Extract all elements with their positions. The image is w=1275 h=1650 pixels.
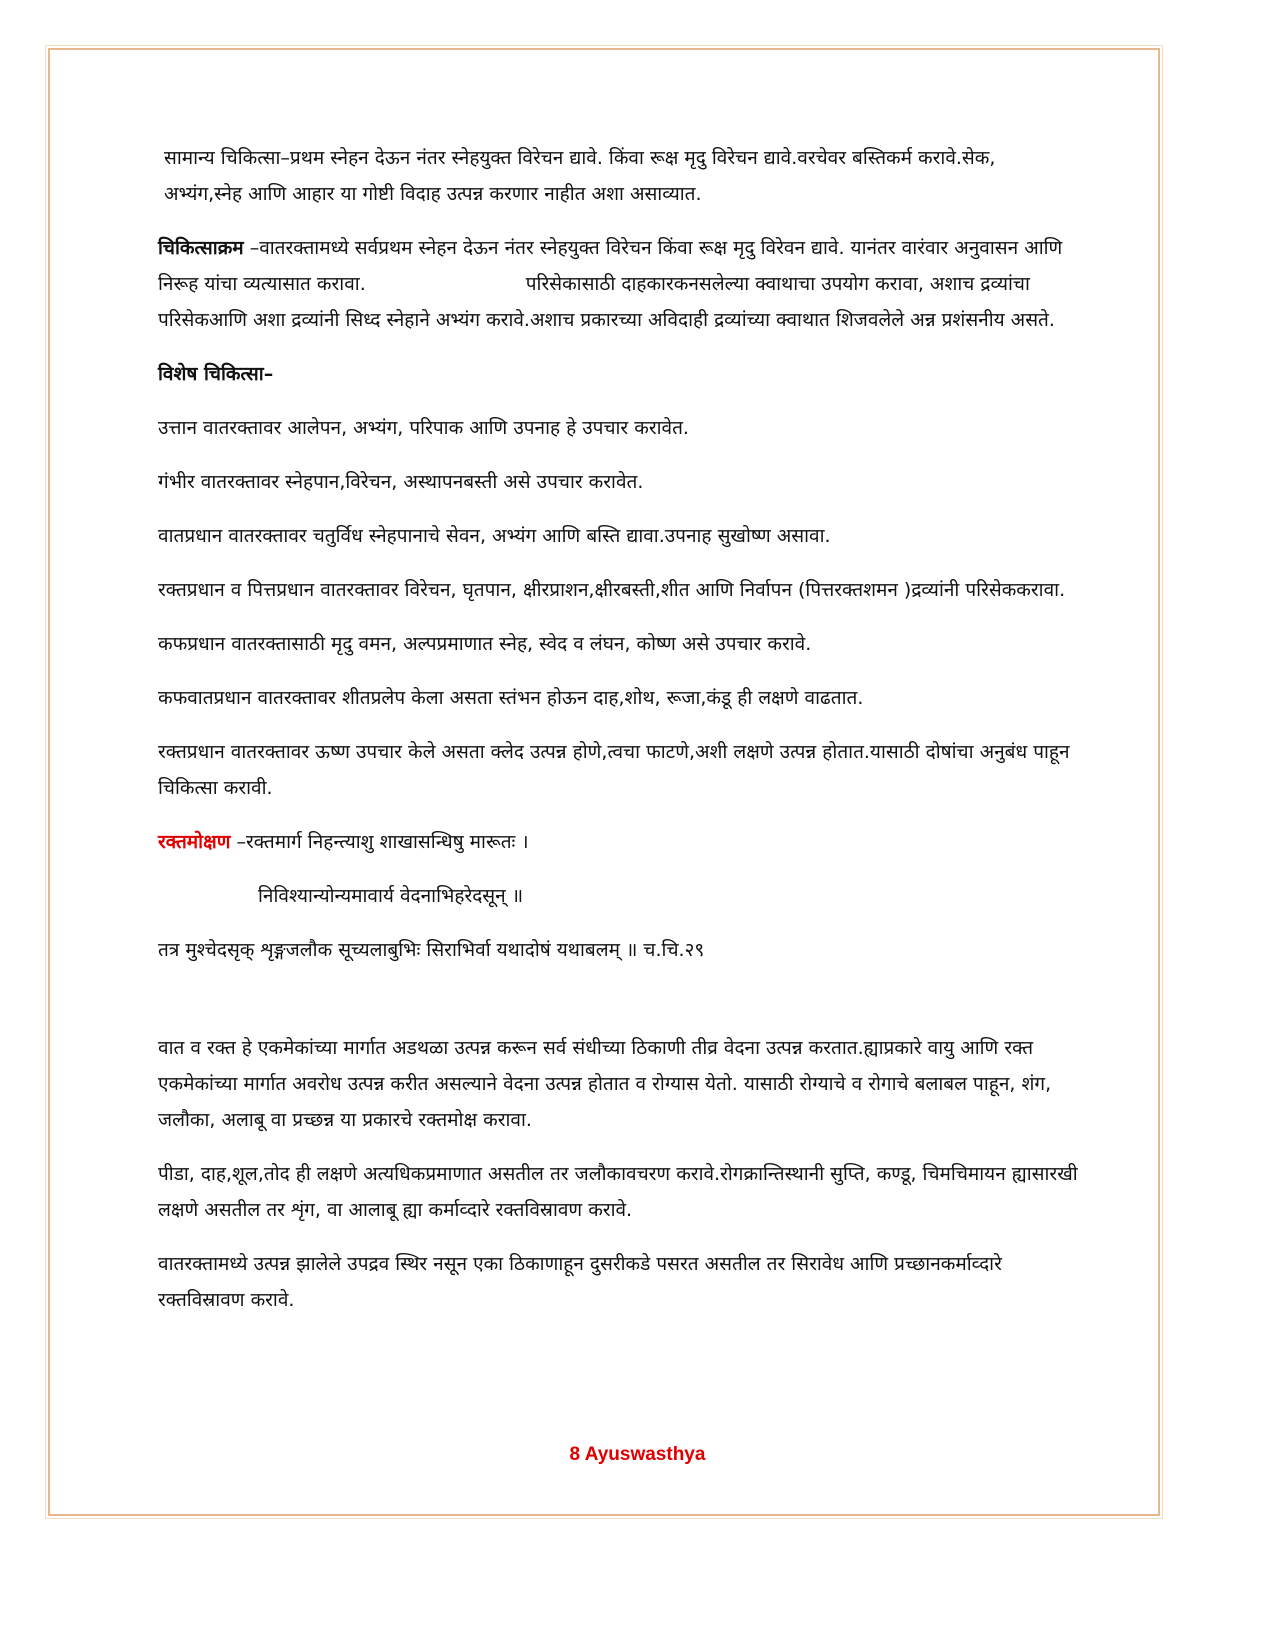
paragraph-general-treatment [158, 140, 1078, 212]
paragraph-deep: गंभीर वातरक्तावर स्नेहपान,विरेचन, अस्थापनबस्ती असे उपचार करावेत. [158, 471, 644, 493]
paragraph-text: सामान्य चिकित्सा–प्रथम स्नेहन देऊन नंतर स्नेहयुक्त विरेचन द्यावे. किंवा रूक्ष मृदु विरेचन द्यावे.वरचेवर बस्तिकर्म करावे.सेक, अभ्यंग,स्नेह आणि आहार या गोष्टी विदाह उत्पन्न करणार नाहीत अशा असाव्यात. [164, 147, 996, 205]
section-heading: विशेष चिकित्सा– [158, 363, 274, 385]
paragraph-text: परिसेकासाठी दाहकारकनसलेल्या क्वाथाचा उपयोग करावा, अशाच द्रव्यांचा परिसेकआणि अशा द्रव्यांनी सिध्द स्नेहाने अभ्यंग करावे.अशाच प्रकारच्या अविदाही द्रव्यांच्या क्वाथात शिजवलेले अन्न प्रशंसनीय असते. [158, 273, 1055, 331]
paragraph-superficial: उत्तान वातरक्तावर आलेपन, अभ्यंग, परिपाक आणि उपनाह हे उपचार करावेत. [158, 417, 689, 439]
publication-name: Ayuswasthya [584, 1444, 706, 1465]
paragraph-kapha-vata-dominant: कफवातप्रधान वातरक्तावर शीतप्रलेप केला असता स्तंभन होऊन दाह,शोथ, रूजा,कंडू ही लक्षणे वाढतात. [158, 687, 864, 709]
paragraph-rakta-dominant: रक्तप्रधान वातरक्तावर ऊष्ण उपचार केले असता क्लेद उत्पन्न होणे,त्वचा फाटणे,अशी लक्षणे उत्पन्न होतात.यासाठी दोषांचा अनुबंध पाहून चिकित्सा करावी. [158, 741, 1070, 799]
paragraph-venesection: वातरक्तामध्ये उत्पन्न झालेले उपद्रव स्थिर नसून एका ठिकाणाहून दुसरीकडे पसरत असतील तर सिरावेध आणि प्रच्छानकर्माव्दारे रक्तविस्रावण करावे. [158, 1253, 1002, 1311]
paragraph-raktamokshan [158, 824, 1078, 860]
paragraph-obstruction: वात व रक्त हे एकमेकांच्या मार्गात अडथळा उत्पन्न करून सर्व संधीच्या ठिकाणी तीव्र वेदना उत्पन्न करतात.ह्याप्रकारे वायु आणि रक्त एकमेकांच्या मार्गात अवरोध उत्पन्न करीत असल्याने वेदना उत्पन्न होतात व रोग्यास येतो. यासाठी रोग्याचे व रोगाचे बलाबल पाहून, शंग, जलौका, अलाबू वा प्रच्छन्न या प्रकारचे रक्तमोक्ष करावा. [158, 1037, 1052, 1131]
page-number: 8 [569, 1444, 581, 1465]
verse-line-indented: निविश्यान्योन्यमावार्य वेदनाभिहरेदसून् ॥ [258, 885, 524, 907]
verse-line-reference: तत्र मुश्चेदसृक् शृङ्गजलौक सूच्यलाबुभिः सिराभिर्वा यथादोषं यथाबलम् ॥ च.चि.२९ [158, 939, 705, 961]
page-footer [0, 1444, 1275, 1466]
paragraph-kapha-dominant: कफप्रधान वातरक्तासाठी मृदु वमन, अल्पप्रमाणात स्नेह, स्वेद व लंघन, कोष्ण असे उपचार करावे. [158, 633, 812, 655]
paragraph-lead-term-red: रक्तमोक्षण [158, 831, 231, 853]
paragraph-text: –वातरक्तामध्ये सर्वप्रथम स्नेहन देऊन नंतर स्नेहयुक्त विरेचन किंवा रूक्ष मृदु विरेवन द्यावे. यानंतर वारंवार अनुवासन आणि निरूह यांचा व्यत्यासात करावा. [158, 237, 1063, 295]
spacer [158, 986, 1078, 1030]
paragraph-lead-term: चिकित्साक्रम [158, 237, 244, 259]
document-body [158, 140, 1078, 1336]
paragraph-leech-therapy: पीडा, दाह,शूल,तोद ही लक्षणे अत्यधिकप्रमाणात असतील तर जलौकावचरण करावे.रोगक्रान्तिस्थानी सुप्ति, कण्डू, चिमचिमायन ह्यासारखी लक्षणे असतील तर शृंग, वा आलाबू ह्या कर्माव्दारे रक्तविस्रावण करावे. [158, 1163, 1078, 1221]
paragraph-vata-dominant: वातप्रधान वातरक्तावर चतुर्विध स्नेहपानाचे सेवन, अभ्यंग आणि बस्ति द्यावा.उपनाह सुखोष्ण असावा. [158, 525, 831, 547]
paragraph-treatment-sequence [158, 230, 1078, 338]
verse-line: –रक्तमार्ग निहन्त्याशु शाखासन्धिषु मारूतः । [230, 831, 529, 853]
paragraph-rakta-pitta-dominant: रक्तप्रधान व पित्तप्रधान वातरक्तावर विरेचन, घृतपान, क्षीरप्राशन,क्षीरबस्ती,शीत आणि निर्वापन (पित्तरक्तशमन )द्रव्यांनी परिसेककरावा. [158, 579, 1066, 601]
